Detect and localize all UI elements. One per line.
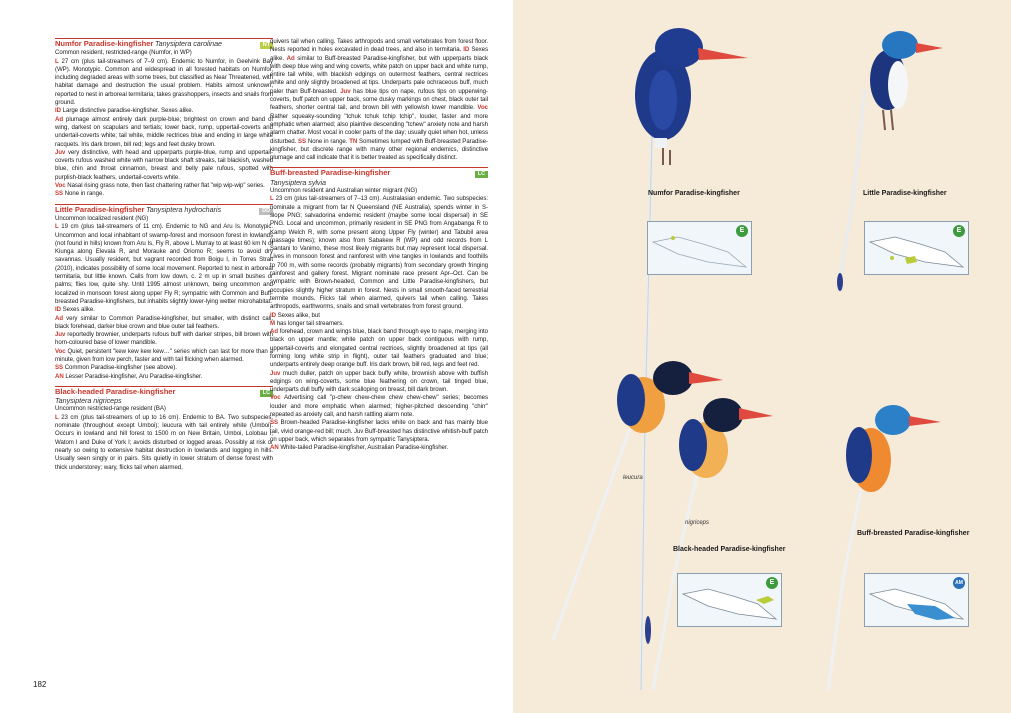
species-paragraph	[55, 182, 273, 190]
section-key: M	[270, 319, 276, 327]
black-headed-nigriceps-illustration	[653, 398, 773, 690]
section-text: Sexes alike.	[270, 46, 488, 62]
section-key: Ad	[55, 115, 64, 123]
section-text: Sexes alike.	[62, 306, 95, 314]
species-paragraph	[270, 444, 488, 452]
endemic-badge: E	[736, 225, 748, 237]
section-key: AN	[55, 372, 64, 380]
section-key: Voc	[55, 182, 66, 190]
plate-label-numfor: Numfor Paradise-kingfisher	[648, 190, 740, 197]
section-text: Rather squeaky-sounding "tchuk tchuk tchip tchip", louder, faster and more emphatic when alarmed; also plaintive descending "tchew" anxiety note and harsh alarm chatter. Most vocal in cooler parts of the day; usually quiet when hot, unless disturbed.	[270, 112, 488, 145]
section-key: ID	[55, 306, 61, 314]
section-key: L	[55, 223, 59, 231]
species-heading	[55, 204, 273, 215]
species-common-name: Black-headed Paradise-kingfisher	[55, 386, 176, 396]
section-text: Common Paradise-kingfisher (see above).	[64, 364, 177, 372]
section-text: similar to Buff-breasted Paradise-kingfisher, but with upperparts black with deep blue wing and wing coverts, white patch on upper back and white rump, entire tail white, with blackish edgings on outermost feathers, central rectrices white and only slightly broadened at tips. Underparts pale ochraceous buff, much paler than Buff-breasted.	[270, 54, 488, 95]
section-key: Voc	[270, 394, 281, 402]
iucn-status-badge: NT	[260, 42, 273, 49]
species-paragraph	[55, 373, 273, 381]
species-paragraph	[270, 195, 488, 311]
section-key: L	[55, 57, 59, 65]
section-key: Juv	[270, 369, 281, 377]
section-key: SS	[270, 419, 279, 427]
section-key: ID	[55, 107, 61, 115]
species-paragraph	[55, 223, 273, 306]
iucn-status-badge: LC	[260, 390, 273, 397]
plate-label-little: Little Paradise-kingfisher	[863, 190, 947, 197]
species-paragraph	[55, 405, 273, 413]
text-column-right	[270, 38, 488, 453]
iucn-status-badge: DD	[259, 208, 273, 215]
section-text: has blue tips on nape, rufous tips on upperwing-coverts, buff patch on upper back, some dusky markings on chest, black outer tail feathers, shorter central tail, and brown bill with yellowish lower mandible.	[270, 87, 488, 112]
plate-label-buff-breasted: Buff-breasted Paradise-kingfisher	[857, 530, 970, 537]
species-common-name: Buff-breasted Paradise-kingfisher	[270, 168, 391, 178]
species-paragraph	[55, 107, 273, 115]
section-key: Ad	[55, 314, 64, 322]
buff-breasted-paradise-kingfisher-illustration	[828, 405, 941, 690]
section-text: Brown-headed Paradise-kingfisher lacks white on back and has mainly blue tail, vivid orange-red bill; much. Juv Buff-breasted has distinctive whitish-buff patch on upper back, which separates from sympatric Tanysiptera.	[270, 419, 488, 443]
section-text: Sometimes lumped with Buff-breasted Paradise-kingfisher, but discrete range with many other regional endemics, distinctive plumage and call indicate that it is better treated as specifically distinct.	[270, 137, 488, 162]
species-paragraph	[55, 414, 273, 472]
section-key: Juv	[55, 148, 66, 156]
species-scientific-name: Tanysiptera carolinae	[154, 39, 222, 48]
section-text: quivers tail when calling. Takes arthropods and small vertebrates from forest floor. Nests reported in holes excavated in dead trees, and also in termitaria.	[270, 38, 488, 54]
species-heading	[55, 38, 273, 49]
subspecies-label-nigriceps: nigriceps	[685, 520, 710, 526]
species-paragraph	[55, 331, 273, 348]
species-paragraph	[55, 49, 273, 57]
section-text: forehead, crown and wings blue, black band through eye to nape, merging into black on upper mantle; white patch on upper back contiguous with rump, uppertail-coverts and elongated central rectrices, slightly broadened at tips (all forming long white strip in flight), outer tail feathers graduated and blue; underparts entirely deep orange buff. Iris dark brown, bill red, legs and feet red.	[270, 328, 488, 369]
page-number: 182	[33, 680, 47, 689]
species-scientific-name: Tanysiptera hydrocharis	[146, 204, 221, 214]
section-key: SS	[55, 190, 64, 198]
section-text: Uncommon resident and Australian winter migrant (NG)	[270, 187, 418, 195]
section-key: SS	[298, 137, 307, 145]
section-text: plumage almost entirely dark purple-blue; brightest on crown and band of wing, darkest on scapulars and tertials; lower back, rump, uppertail-coverts and undertail-coverts white; tail white, middle rectrices blue and ending in large white racquets. Iris dark brown, bill red; legs and feet dusky brown.	[55, 115, 274, 148]
species-paragraph	[270, 312, 488, 320]
species-paragraph	[55, 306, 273, 314]
section-key: Voc	[55, 347, 66, 355]
section-text: has longer tail streamers.	[276, 319, 344, 327]
continued-text	[270, 38, 488, 162]
section-text: 19 cm (plus tail-streamers of 11 cm). Endemic to NG and Aru Is. Monotypic. Uncommon and local inhabitant of swamp-forest and monsoon forest in lowlands (not found in hills) known from Aru Is, Fly R, above L Murray to at least 60 km N of Kiunga along Elevala R, and Morauke and Oriomo R; seems to avoid dry savannas. Usually resident, but vagrant recorded from Boigu I, in Torres Strait (2010), indicates possibility of some local movement. Reported to nest in arboreal termitaria, but little known. Calls from low down, c. 2 m up in small bushes or palms; flies low, quite shy. Until 1995 almost unknown, being uncommon and localized in monsoon forest along upper Fly R; sympatric with Common and Buff-breasted Paradise-kingfishers, but inhabits slightly lower-lying wetter microhabitat.	[55, 223, 273, 305]
section-text: 27 cm (plus tail-streamers of 7–9 cm). Endemic to Numfor, in Geelvink Bay (WP). Monotypic. Common and widespread in all forested habitats on Numfor, including degraded areas with some trees, but classified as Near Threatened, with habitat damage and destruction the usual problem. Habits almost unknown, reported to nest in arboreal termitaria; takes grasshoppers, insects and snails from ground.	[55, 57, 273, 107]
species-paragraph	[55, 58, 273, 108]
migrant-badge: AM	[953, 577, 965, 589]
plate-page	[513, 0, 1011, 713]
species-paragraph	[270, 394, 488, 419]
section-text: much duller, patch on upper back buffy white, brownish above with buffish edgings on wing-coverts, some blue feathering on crown, tail tinged blue, underparts dull buffy with dark scalloping on breast, bill dark brown.	[270, 369, 488, 394]
section-key: Voc	[477, 104, 488, 112]
range-map-buff-breasted	[864, 573, 969, 627]
species-scientific-name: Tanysiptera sylvia	[270, 177, 326, 187]
species-title	[55, 40, 222, 49]
section-text: Advertising call "p-chew chew-chew chew chew-chew" series; becomes louder and more emphatic when alarmed; higher-pitched descending "chirr" repeated as anxiety call, and harsh rattling alarm note.	[270, 394, 489, 419]
species-common-name: Numfor Paradise-kingfisher	[55, 39, 154, 48]
section-text: 23 cm (plus tail-streamers of 7–13 cm). Australasian endemic. Two subspecies: nominate a migrant from far N Queensland (NE Australia), spends winter in S-slope PNG; salvadorina endemic resident (maybe some local dispersal) in SE PNG. Local and uncommon, primarily resident in SE PNG from Angabanga R to Kamp Welch R, with some present along Upper Fly (winter) and Tabubil area (passage times); known also from Sabakew R (WP) and odd records from L Santani to Vanimo, these most likely migrants but may represent local dispersal. Lives in monsoon forest and rainforest with vine tangles in lowlands and foothills to 700 m, with some records (probably migrants) from secondary growth fringing rainforest and gallery forest. Migrant nominate race present Apr–Oct. Can be sympatric with Brown-headed, Common and Little Paradise-kingfishers, but occupies slightly higher stratum in forest. Nests in small smooth-faced terrestrial termite mounds. Flicks tail when alarmed, quivers tail when calling. Takes arthropods, earthworms, snails and small vertebrates from forest ground.	[270, 195, 489, 311]
section-key: Ad	[270, 328, 279, 336]
species-paragraph	[55, 364, 273, 372]
species-paragraph	[55, 116, 273, 149]
section-text: very similar to Common Paradise-kingfisher, but smaller, with distinct call, black forehead, darker blue crown and blue outer tail feathers.	[55, 314, 273, 330]
section-text: White-tailed Paradise-kingfisher, Australian Paradise-kingfisher.	[280, 444, 449, 452]
section-key: Juv	[340, 87, 351, 95]
section-key: Ad	[286, 54, 295, 62]
species-paragraph	[270, 320, 488, 328]
range-map-little	[864, 221, 969, 275]
section-text: Large distinctive paradise-kingfisher. Sexes alike.	[62, 107, 194, 115]
iucn-status-badge: LC	[475, 171, 488, 178]
section-key: SS	[55, 364, 64, 372]
section-text: Nasal rising grass note, then fast chattering rather flat "wip wip-wip" series.	[67, 182, 265, 190]
section-text: Quiet, persistent "kew kew kew kew…" series which can last for more than a minute, given from low perch, faster and with tail flicking when alarmed.	[55, 347, 273, 363]
section-text: Common resident, restricted-range (Numfor, in WP)	[55, 49, 192, 57]
section-text: 23 cm (plus tail-streamers of up to 16 cm). Endemic to BA. Two subspecies: nominate (throughout except Umboi); leucura with tail entirely white (Umboi). Occurs in lowland and hill forest to 1500 m on New Britain, Umboi, Lolobau I, Watom I and Duke of York I; avoids disturbed or logged areas. Possibly at risk or nearly so owing to extensive habitat destruction in lowlands and logging in hills. Usually seen singly or in pairs. Sits quietly in lower stratum of dense forest with thick understorey; wary, flicks tail when alarmed,	[55, 413, 273, 471]
species-paragraph	[270, 370, 488, 395]
subspecies-label-leucura: leucura	[623, 475, 643, 481]
species-paragraph	[270, 187, 488, 195]
species-paragraph	[270, 419, 488, 444]
section-text: very distinctive, with head and upperparts purple-blue, rump and uppertail-coverts rufous washed white with narrow black shaft streaks, tail blackish, washed blue, chin and throat cinnamon, breast and belly pale rufous, spotted with purplish-black feathers, undertail-coverts white.	[55, 148, 273, 181]
section-key: L	[270, 195, 274, 203]
endemic-badge: E	[766, 577, 778, 589]
species-title	[55, 206, 221, 215]
section-key: L	[55, 413, 59, 421]
section-text: None in range.	[64, 190, 104, 198]
section-key: ID	[270, 311, 276, 319]
species-paragraph	[55, 190, 273, 198]
section-text: Uncommon restricted-range resident (BA)	[55, 405, 166, 413]
endemic-badge: E	[953, 225, 965, 237]
species-scientific-name: Tanysiptera nigriceps	[55, 396, 122, 406]
species-common-name: Little Paradise-kingfisher	[55, 204, 145, 214]
species-paragraph	[270, 328, 488, 369]
text-column-left	[55, 38, 276, 472]
species-paragraph	[55, 215, 273, 223]
range-map-numfor	[647, 221, 752, 275]
section-key: AN	[270, 444, 279, 452]
species-paragraph	[55, 348, 273, 365]
section-text: None in range.	[307, 137, 348, 145]
section-text: reportedly brownier, underparts rufous buff with darker stripes, bill brown with horn-coloured base of lower mandible.	[55, 331, 273, 347]
range-map-black-headed	[677, 573, 782, 627]
section-text: Uncommon localized resident (NG)	[55, 214, 149, 222]
section-key: Juv	[55, 331, 66, 339]
section-key: ID	[463, 46, 470, 54]
species-paragraph	[55, 149, 273, 182]
section-text: Sexes alike, but	[277, 311, 320, 319]
plate-label-black-headed: Black-headed Paradise-kingfisher	[673, 546, 786, 553]
section-text: Lesser Paradise-kingfisher, Aru Paradise-kingfisher.	[65, 372, 203, 380]
section-key: TN	[349, 137, 358, 145]
